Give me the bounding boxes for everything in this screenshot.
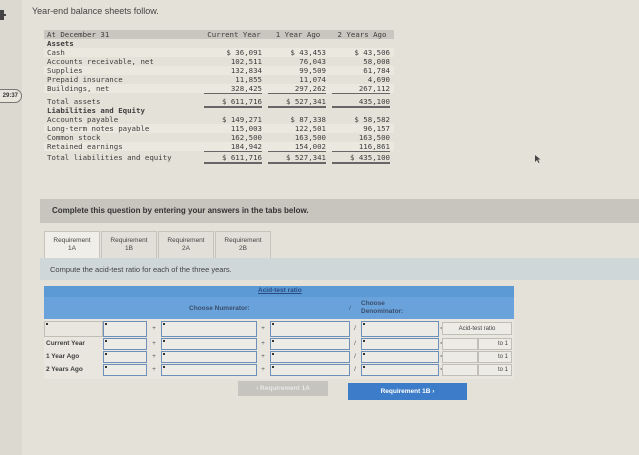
section-label: Liabilities and Equity	[47, 106, 145, 115]
plus-symbol: +	[261, 340, 265, 347]
current-year-numerator-2[interactable]	[161, 338, 257, 350]
plus-symbol: +	[261, 366, 265, 373]
current-year-denominator[interactable]	[361, 338, 439, 350]
plus-symbol: +	[152, 340, 156, 347]
cell: $ 527,341	[268, 97, 326, 108]
plus-symbol: +	[152, 325, 156, 332]
plus-symbol: +	[152, 366, 156, 373]
2-years-ago-numerator-1[interactable]	[103, 364, 147, 376]
row-label: Supplies	[47, 66, 83, 75]
cell: 96,157	[363, 124, 390, 133]
divide-symbol: /	[354, 325, 356, 332]
requirement-tabs	[44, 231, 272, 260]
cell: 116,861	[332, 142, 390, 152]
row-label: Buildings, net	[47, 84, 110, 93]
cell: 122,501	[294, 124, 326, 133]
tab-label: Requirement	[167, 237, 205, 244]
row-label: Cash	[47, 48, 65, 57]
instruction-bar: Complete this question by entering your answers in the tabs below.	[40, 199, 639, 223]
mouse-cursor-icon	[535, 155, 541, 163]
divide-symbol: /	[354, 340, 356, 347]
tab-sublabel: 2B	[239, 245, 247, 252]
cell: 297,262	[268, 84, 326, 94]
cell: 328,425	[204, 84, 262, 94]
header-2-years-ago: 2 Years Ago	[337, 30, 387, 39]
cell: 102,511	[230, 57, 262, 66]
1-year-ago-ratio-input[interactable]	[442, 351, 478, 363]
numerator-header-input-3[interactable]	[270, 321, 350, 337]
cell: $ 87,338	[290, 115, 326, 124]
cell: $ 149,271	[221, 115, 262, 124]
cell: $ 43,453	[290, 48, 326, 57]
2-years-ago-numerator-2[interactable]	[161, 364, 257, 376]
numerator-label: Choose Numerator:	[189, 305, 250, 312]
denominator-label	[361, 300, 403, 316]
tab-requirement-1b[interactable]	[101, 231, 157, 258]
to-1-label: to 1	[478, 364, 512, 376]
row-label: Accounts payable	[47, 115, 119, 124]
intro-text: Year-end balance sheets follow.	[32, 6, 159, 16]
cell: $ 611,716	[204, 153, 262, 164]
prompt-text: Compute the acid-test ratio for each of the three years.	[50, 265, 232, 274]
1-year-ago-denominator[interactable]	[361, 351, 439, 363]
cell: 99,509	[299, 66, 326, 75]
divide-symbol: /	[354, 366, 356, 373]
cell: 61,784	[363, 66, 390, 75]
tab-requirement-2b[interactable]	[215, 231, 271, 258]
1-year-ago-numerator-2[interactable]	[161, 351, 257, 363]
table-row	[44, 57, 394, 66]
cell: $ 435,100	[332, 153, 390, 164]
cell: 163,500	[358, 133, 390, 142]
row-label: Prepaid insurance	[47, 75, 123, 84]
tab-sublabel: 1A	[68, 245, 76, 252]
next-requirement-button[interactable]: Requirement 1B ›	[348, 383, 467, 400]
table-row	[44, 124, 394, 133]
balance-sheet-header	[44, 30, 394, 39]
header-1-year-ago: 1 Year Ago	[275, 30, 321, 39]
plus-symbol: +	[261, 353, 265, 360]
header-current-year: Current Year	[207, 30, 261, 39]
row-label: Long-term notes payable	[47, 124, 150, 133]
row-label-current-year: Current Year	[46, 340, 85, 347]
cell: 76,043	[299, 57, 326, 66]
cell: 267,112	[332, 84, 390, 94]
table-row	[44, 75, 394, 84]
table-row	[44, 133, 394, 142]
plus-symbol: +	[261, 325, 265, 332]
tab-label: Requirement	[53, 237, 91, 244]
cell: 163,500	[294, 133, 326, 142]
row-label: Total assets	[47, 97, 101, 106]
cell: 162,500	[230, 133, 262, 142]
tab-requirement-1a[interactable]	[44, 231, 100, 260]
cell: $ 58,582	[354, 115, 390, 124]
row-label-empty	[44, 321, 103, 337]
1-year-ago-numerator-3[interactable]	[270, 351, 350, 363]
acid-test-grid	[44, 286, 514, 379]
current-year-numerator-1[interactable]	[103, 338, 147, 350]
grid-header-bar	[44, 297, 514, 319]
divide-symbol: /	[354, 353, 356, 360]
table-row	[44, 66, 394, 75]
2-years-ago-numerator-3[interactable]	[270, 364, 350, 376]
tab-sublabel: 2A	[182, 245, 190, 252]
cell: 11,855	[235, 75, 262, 84]
table-row	[44, 84, 394, 93]
grid-title: Acid-test ratio	[258, 287, 302, 294]
numerator-header-input-2[interactable]	[161, 321, 257, 337]
table-row	[44, 142, 394, 151]
cell: $ 43,506	[354, 48, 390, 57]
cell: 58,008	[363, 57, 390, 66]
menu-mark-icon-2	[0, 14, 6, 16]
result-header: Acid-test ratio	[442, 322, 512, 335]
total-liabilities-row	[44, 153, 394, 162]
tab-sublabel: 1B	[125, 245, 133, 252]
row-label: Total liabilities and equity	[47, 153, 172, 162]
2-years-ago-denominator[interactable]	[361, 364, 439, 376]
cell: 154,002	[268, 142, 326, 152]
prev-requirement-button[interactable]: ‹ Requirement 1A	[238, 381, 328, 396]
cell: $ 527,341	[268, 153, 326, 164]
numerator-header-input-1[interactable]	[103, 321, 147, 337]
timer-badge: 29:37	[0, 89, 22, 103]
balance-sheet-table	[44, 30, 394, 162]
1-year-ago-numerator-1[interactable]	[103, 351, 147, 363]
denominator-header-input[interactable]	[361, 321, 439, 337]
cell: 184,942	[204, 142, 262, 152]
cell: 132,834	[230, 66, 262, 75]
cell: 4,690	[367, 75, 390, 84]
tab-label: Requirement	[224, 237, 262, 244]
divide-symbol: /	[349, 305, 351, 312]
left-rail	[0, 0, 22, 455]
row-label: Retained earnings	[47, 142, 123, 151]
denominator-label-line1: Choose	[361, 300, 385, 307]
row-label: Common stock	[47, 133, 101, 142]
2-years-ago-ratio-input[interactable]	[442, 364, 478, 376]
section-label: Assets	[47, 39, 74, 48]
table-row	[44, 48, 394, 57]
cell: 115,003	[230, 124, 262, 133]
to-1-label: to 1	[478, 351, 512, 363]
row-label-1-year-ago: 1 Year Ago	[46, 353, 80, 360]
total-assets-row	[44, 97, 394, 106]
current-year-numerator-3[interactable]	[270, 338, 350, 350]
table-row	[44, 115, 394, 124]
assets-heading	[44, 39, 394, 48]
row-label-2-years-ago: 2 Years Ago	[46, 366, 83, 373]
cell: 435,100	[332, 97, 390, 108]
plus-symbol: +	[152, 353, 156, 360]
header-label: At December 31	[47, 30, 110, 39]
cell: $ 36,091	[226, 48, 262, 57]
cell: 11,074	[299, 75, 326, 84]
denominator-label-line2: Denominator:	[361, 308, 404, 315]
current-year-ratio-input[interactable]	[442, 338, 478, 350]
cell: $ 611,716	[204, 97, 262, 108]
tab-requirement-2a[interactable]	[158, 231, 214, 258]
row-label: Accounts receivable, net	[47, 57, 154, 66]
tab-label: Requirement	[110, 237, 148, 244]
to-1-label: to 1	[478, 338, 512, 350]
